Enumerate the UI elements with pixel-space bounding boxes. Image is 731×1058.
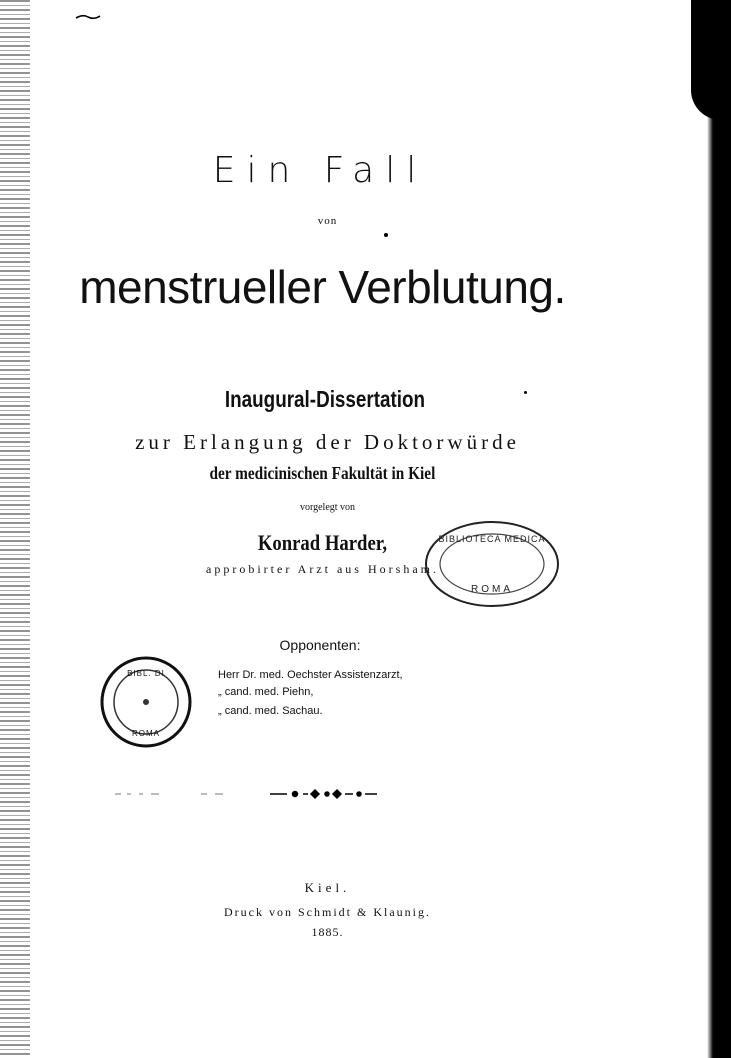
opponent-entry: „ cand. med. Piehn,: [218, 686, 314, 698]
title-line-1: Ein Fall: [212, 150, 428, 191]
author-name: Konrad Harder,: [257, 530, 388, 555]
connector-word: von: [317, 215, 338, 227]
ink-mark: [75, 14, 101, 20]
opponent-entry: Herr Dr. med. Oechster Assistenzarzt,: [218, 669, 403, 681]
opponents-heading: Opponenten:: [279, 637, 361, 653]
ornamental-rule: [115, 787, 380, 801]
ink-speck: [384, 233, 388, 237]
library-stamp: [422, 518, 562, 610]
page-edge-right: [707, 0, 731, 1058]
imprint-city: Kiel.: [304, 880, 351, 895]
imprint-printer: Druck von Schmidt & Klaunig.: [224, 905, 431, 919]
round-stamp: [98, 654, 194, 750]
dissertation-heading: Inaugural-Dissertation: [224, 386, 426, 412]
svg-text:ROMA: ROMA: [132, 729, 160, 738]
page-corner-shadow: [691, 0, 731, 120]
svg-text:BIBL. DI: BIBL. DI: [127, 669, 165, 678]
author-title: approbirter Arzt aus Horsham.: [206, 562, 439, 576]
title-line-2: menstrueller Verblutung.: [79, 261, 566, 313]
svg-text:BIBLIOTECA MEDICA: BIBLIOTECA MEDICA: [438, 534, 546, 544]
imprint-year: 1885.: [311, 925, 344, 939]
purpose-line: zur Erlangung der Doktorwürde: [135, 430, 520, 454]
presented-by: vorgelegt von: [299, 502, 356, 513]
ink-speck: [524, 391, 527, 394]
faculty-line: der medicinischen Fakultät in Kiel: [209, 463, 436, 483]
svg-text:ROMA: ROMA: [471, 584, 513, 595]
opponent-entry: „ cand. med. Sachau.: [218, 705, 323, 717]
